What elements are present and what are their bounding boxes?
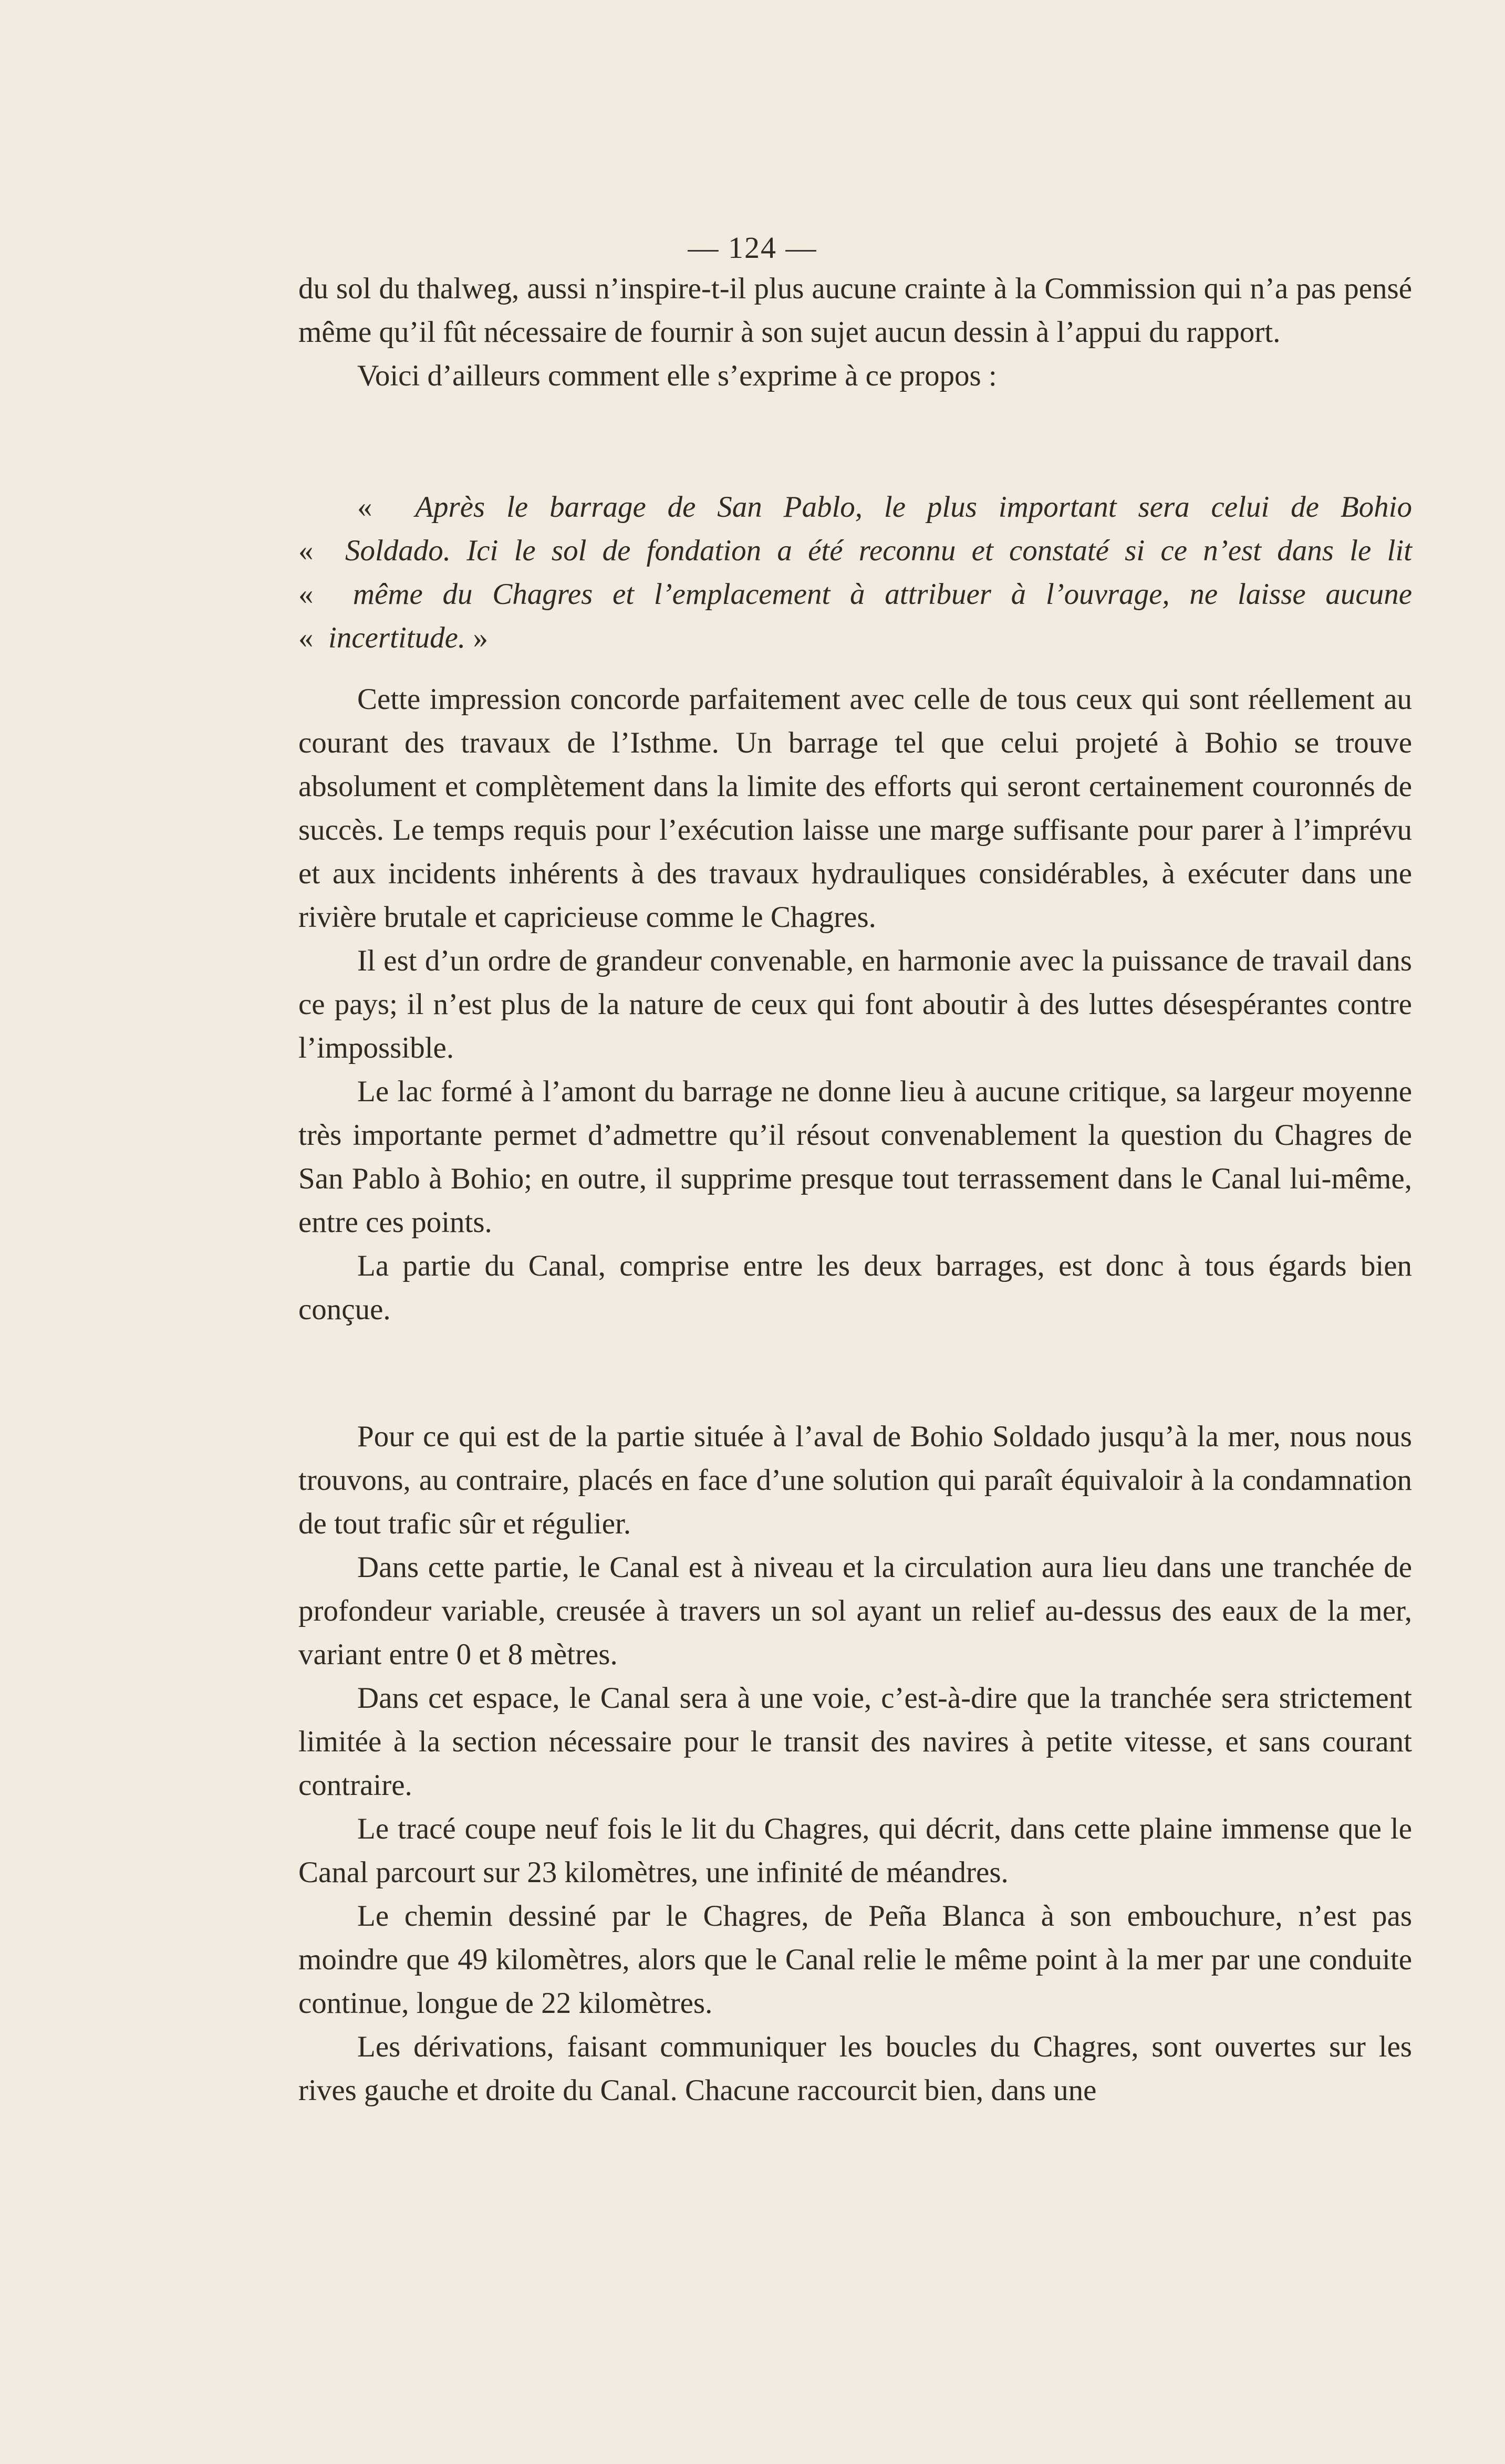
paragraph: Dans cette partie, le Canal est à niveau et la circulation aura lieu dans une tranchée de profondeur variable, creusée à travers un sol ayant un relief au-dessus des eaux de la mer, variant entre 0 et 8 mètres. [298, 1551, 1412, 1671]
open-quote: « [298, 578, 314, 611]
open-quote: « [298, 534, 314, 567]
quote-line [298, 572, 1412, 616]
paragraph: Le chemin dessiné par le Chagres, de Peña Blanca à son embouchure, n’est pas moindre que 49 kilomètres, alors que le Canal relie le même point à la mer par une conduite continue, longue de 22 kilomètres. [298, 1899, 1412, 2020]
paragraph: Cette impression concorde parfaitement avec celle de tous ceux qui sont réellement au courant des travaux de l’Isthme. Un barrage tel que celui projeté à Bohio se trouve absolument et complètement dans la limite des efforts qui seront certainement couronnés de succès. Le temps requis pour l’exécution laisse une marge suffisante pour parer à l’imprévu et aux incidents inhérents à des travaux hydrauliques considérables, à exécuter dans une rivière brutale et capricieuse comme le Chagres. [298, 683, 1412, 934]
quote-text: Soldado. Ici le sol de fondation a été reconnu et constaté si ce n’est dans le lit [345, 534, 1412, 567]
quote-line [298, 485, 1412, 529]
open-quote: « [357, 490, 372, 524]
paragraph: Le tracé coupe neuf fois le lit du Chagres, qui décrit, dans cette plaine immense que le Canal parcourt sur 23 kilomètres, une infinité de méandres. [298, 1812, 1412, 1889]
page-number: — 124 — [688, 231, 817, 265]
paragraph: La partie du Canal, comprise entre les deux barrages, est donc à tous égards bien conçue. [298, 1249, 1412, 1326]
paragraph: du sol du thalweg, aussi n’inspire-t-il plus aucune crainte à la Commission qui n’a pas pensé même qu’il fût nécessaire de fournir à son sujet aucun dessin à l’appui du rapport. [298, 272, 1412, 349]
paragraph: Pour ce qui est de la partie située à l’aval de Bohio Soldado jusqu’à la mer, nous nous trouvons, au contraire, placés en face d’une solution qui paraît équivaloir à la condamnation de tout trafic sûr et régulier. [298, 1420, 1412, 1540]
quote-line [298, 529, 1412, 572]
paragraph: Voici d’ailleurs comment elle s’exprime à ce propos : [357, 359, 997, 392]
text-block-discussion [298, 677, 1412, 1331]
quotation [298, 485, 1412, 660]
paragraph: Les dérivations, faisant communiquer les boucles du Chagres, sont ouvertes sur les rives gauche et droite du Canal. Chacune raccourcit bien, dans une [298, 2030, 1412, 2107]
quote-line [298, 616, 1412, 660]
open-quote: « [298, 621, 314, 654]
paragraph: Le lac formé à l’amont du barrage ne donne lieu à aucune critique, sa largeur moyenne très importante permet d’admettre qu’il résout convenablement la question du Chagres de San Pablo à Bohio; en outre, il supprime presque tout terrassement dans le Canal lui-même, entre ces points. [298, 1075, 1412, 1239]
text-block-intro [298, 267, 1412, 398]
paragraph: Il est d’un ordre de grandeur convenable, en harmonie avec la puissance de travail dans ce pays; il n’est plus de la nature de ceux qui font aboutir à des luttes désespérantes contre l’impossible. [298, 944, 1412, 1064]
close-quote: » [473, 621, 488, 654]
quote-text: Après le barrage de San Pablo, le plus important sera celui de Bohio [415, 490, 1412, 524]
quote-text: incertitude. [328, 621, 466, 654]
text-block-downstream [298, 1415, 1412, 2112]
quote-text: même du Chagres et l’emplacement à attribuer à l’ouvrage, ne laisse aucune [352, 578, 1413, 611]
paragraph: Dans cet espace, le Canal sera à une voie, c’est-à-dire que la tranchée sera strictement limitée à la section nécessaire pour le transit des navires à petite vitesse, et sans courant contraire. [298, 1682, 1412, 1802]
